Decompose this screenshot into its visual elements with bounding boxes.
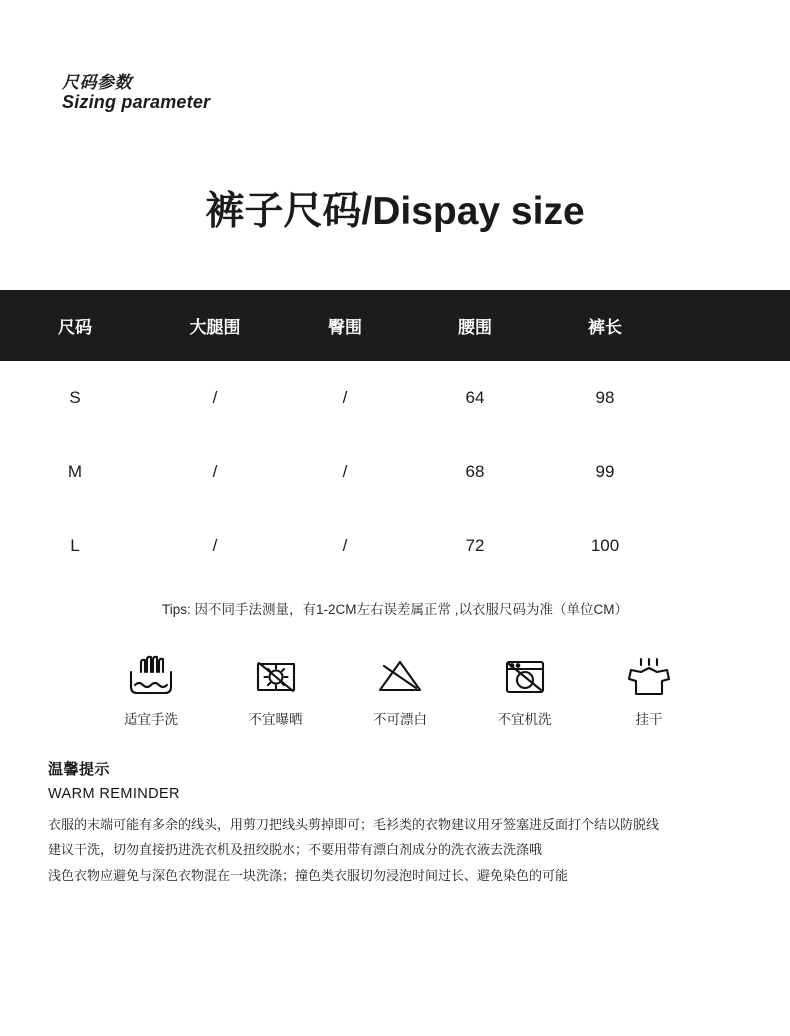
warm-reminder-body bbox=[48, 812, 748, 888]
no-machine-wash-icon bbox=[469, 652, 581, 702]
warm-reminder-line: 建议干洗，切勿直接扔进洗衣机及扭绞脱水；不要用带有漂白剂成分的洗衣液去洗涤哦 bbox=[48, 842, 543, 858]
cell-spacer bbox=[670, 509, 790, 583]
header-label-en: Sizing parameter bbox=[62, 91, 211, 112]
cell-thigh: / bbox=[150, 435, 280, 509]
header-label-cn: 尺码参数 bbox=[62, 73, 132, 92]
care-item-hang-dry bbox=[593, 652, 705, 728]
column-header-hip: 臀围 bbox=[280, 290, 410, 361]
cell-size: M bbox=[0, 435, 150, 509]
cell-waist: 68 bbox=[410, 435, 540, 509]
care-label: 不宜机洗 bbox=[497, 712, 552, 727]
table-row bbox=[0, 361, 790, 435]
care-label: 不可漂白 bbox=[373, 712, 427, 727]
no-bleach-icon bbox=[344, 652, 456, 702]
size-table-body bbox=[0, 361, 790, 583]
warm-reminder-line: 浅色衣物应避免与深色衣物混在一块洗涤；撞色类衣服切勿浸泡时间过长、避免染色的可能 bbox=[48, 867, 569, 883]
cell-length: 100 bbox=[540, 509, 670, 583]
cell-waist: 72 bbox=[410, 509, 540, 583]
table-row bbox=[0, 435, 790, 509]
no-sun-dry-icon bbox=[220, 652, 332, 702]
cell-spacer bbox=[670, 435, 790, 509]
column-header-length: 裤长 bbox=[540, 290, 670, 361]
column-header-size: 尺码 bbox=[0, 290, 150, 361]
size-table-head bbox=[0, 290, 790, 361]
cell-size: L bbox=[0, 509, 150, 583]
cell-thigh: / bbox=[150, 361, 280, 435]
table-header-row bbox=[0, 290, 790, 361]
hang-dry-icon bbox=[593, 652, 705, 702]
cell-length: 99 bbox=[540, 435, 670, 509]
care-item-no-bleach bbox=[344, 652, 456, 728]
care-item-no-machine-wash bbox=[469, 652, 581, 728]
cell-thigh: / bbox=[150, 509, 280, 583]
care-item-no-sun-dry bbox=[220, 652, 332, 728]
sizing-parameter-header bbox=[62, 74, 210, 112]
measurement-tips: Tips: 因不同手法测量，有1-2CM左右误差属正常 ,以衣服尺码为准（单位CM） bbox=[161, 602, 628, 617]
cell-spacer bbox=[670, 361, 790, 435]
table-row bbox=[0, 509, 790, 583]
care-label: 适宜手洗 bbox=[124, 712, 178, 727]
cell-size: S bbox=[0, 361, 150, 435]
cell-waist: 64 bbox=[410, 361, 540, 435]
column-header-thigh: 大腿围 bbox=[150, 290, 280, 361]
page-title: 裤子尺码/Dispay size bbox=[205, 190, 585, 233]
care-label: 挂干 bbox=[635, 712, 663, 727]
warm-reminder-title-cn: 温馨提示 bbox=[48, 761, 111, 778]
column-header-spacer bbox=[670, 290, 790, 361]
care-label: 不宜曝晒 bbox=[248, 712, 303, 727]
cell-hip: / bbox=[280, 435, 410, 509]
size-table bbox=[0, 290, 790, 583]
hand-wash-icon bbox=[95, 652, 207, 702]
column-header-waist: 腰围 bbox=[410, 290, 540, 361]
warm-reminder bbox=[48, 758, 748, 888]
cell-hip: / bbox=[280, 361, 410, 435]
care-item-hand-wash bbox=[95, 652, 207, 728]
warm-reminder-line: 衣服的末端可能有多余的线头，用剪刀把线头剪掉即可；毛衫类的衣物建议用牙签塞进反面打个结以防脱线 bbox=[48, 817, 660, 832]
cell-length: 98 bbox=[540, 361, 670, 435]
care-instructions bbox=[95, 652, 705, 728]
cell-hip: / bbox=[280, 509, 410, 583]
warm-reminder-title-en: WARM REMINDER bbox=[48, 786, 180, 802]
